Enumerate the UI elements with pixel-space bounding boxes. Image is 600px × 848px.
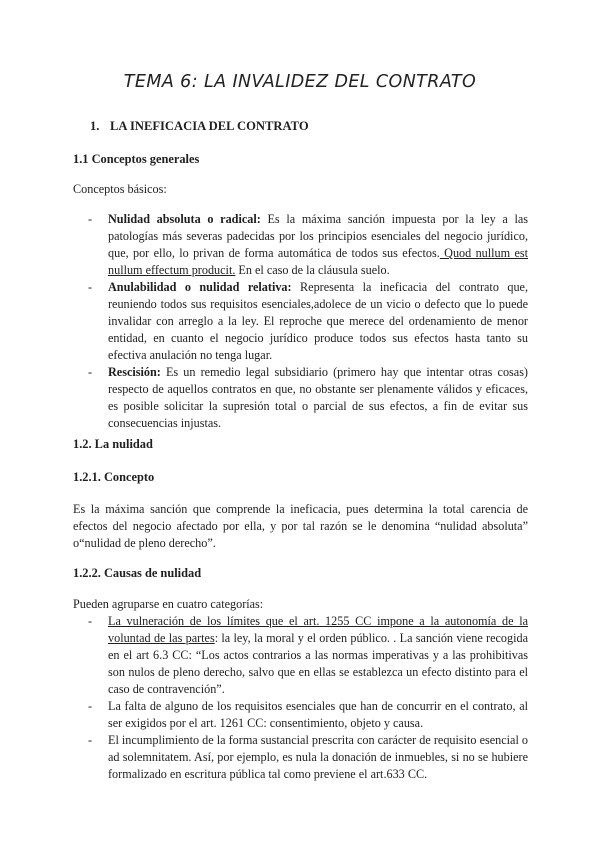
latin-maxim: Quod nullum est nullum effectum producit. xyxy=(108,246,528,277)
section-1-number: 1. xyxy=(90,119,100,133)
term-nulidad: Nulidad absoluta o radical: xyxy=(108,212,261,226)
section-1-1-heading: 1.1 Conceptos generales xyxy=(73,152,200,166)
list-item-nulidad xyxy=(88,211,528,279)
dash-marker: - xyxy=(88,280,93,294)
basic-concepts-list xyxy=(88,211,528,432)
section-1-heading xyxy=(90,118,309,135)
list-item-rescision xyxy=(88,364,528,432)
section-1-label: LA INEFICACIA DEL CONTRATO xyxy=(110,119,309,133)
list-item-cause-1 xyxy=(88,613,528,698)
cause-1-text: : la ley, la moral y el orden público. . La sanción viene recogida en el art 6.3 CC: “Los actos contrarios a las normas imperativas y a las prohibitivas son nulos de pleno derecho, salvo que en ellas se establezca un efecto distinto para el caso de contravención”. xyxy=(108,631,528,696)
dash-marker: - xyxy=(88,614,93,628)
text-nulidad: Es la máxima sanción impuesta por la ley a las patologías más severas padecidas por los principios esenciales del negocio jurídico, que, por ello, lo privan de forma automática de todos sus efectos. xyxy=(108,212,528,260)
section-1-2-2-intro: Pueden agruparse en cuatro categorías: xyxy=(73,597,264,611)
dash-marker: - xyxy=(88,733,93,747)
section-1-2-2-heading: 1.2.2. Causas de nulidad xyxy=(73,566,202,580)
section-1-2-1-heading: 1.2.1. Concepto xyxy=(73,470,155,484)
term-rescision: Rescisión: xyxy=(108,365,161,379)
document-title: TEMA 6: LA INVALIDEZ DEL CONTRATO xyxy=(123,72,477,92)
cause-3-text: El incumplimiento de la forma sustancial prescrita con carácter de requisito esencial o ad solemnitatem. Así, por ejemplo, es nula la donación de inmuebles, si no se hubiere formalizado en escritura pública tal como previene el art.633 CC. xyxy=(108,733,528,781)
section-1-2-heading: 1.2. La nulidad xyxy=(73,437,153,451)
dash-marker: - xyxy=(88,699,93,713)
text-anulabilidad: Representa la ineficacia del contrato que, reuniendo todos sus requisitos esenciales,adolece de un vicio o defecto que lo puede invalidar con arreglo a la ley. El reproche que merece del ordenamiento de menor entidad, en cuanto el negocio jurídico produce todos sus efectos hasta tanto su efectiva anulación no tenga lugar. xyxy=(108,280,528,362)
list-item-anulabilidad xyxy=(88,279,528,364)
text-nulidad-tail: En el caso de la cláusula suelo. xyxy=(235,263,390,277)
cause-2-text: La falta de alguno de los requisitos esenciales que han de concurrir en el contrato, al ser exigidos por el art. 1261 CC: consentimiento, objeto y causa. xyxy=(108,699,528,730)
section-1-1-intro: Conceptos básicos: xyxy=(73,182,167,196)
term-anulabilidad: Anulabilidad o nulidad relativa: xyxy=(108,280,292,294)
causes-list xyxy=(88,613,528,783)
dash-marker: - xyxy=(88,365,93,379)
cause-1-underlined: La vulneración de los límites que el art. 1255 CC impone a la autonomía de la voluntad de las partes xyxy=(108,614,528,645)
list-item-cause-2 xyxy=(88,698,528,732)
text-rescision: Es un remedio legal subsidiario (primero hay que intentar otras cosas) respecto de aquellos contratos en que, no obstante ser plenamente válidos y eficaces, es posible solicitar la supresión total o parcial de sus efectos, a fin de evitar sus consecuencias injustas. xyxy=(108,365,528,430)
concept-paragraph: Es la máxima sanción que comprende la ineficacia, pues determina la total carencia de efectos del negocio afectado por ella, y por tal razón se le denomina “nulidad absoluta” o“nulidad de pleno derecho”. xyxy=(73,502,528,550)
dash-marker: - xyxy=(88,212,93,226)
list-item-cause-3 xyxy=(88,732,528,783)
